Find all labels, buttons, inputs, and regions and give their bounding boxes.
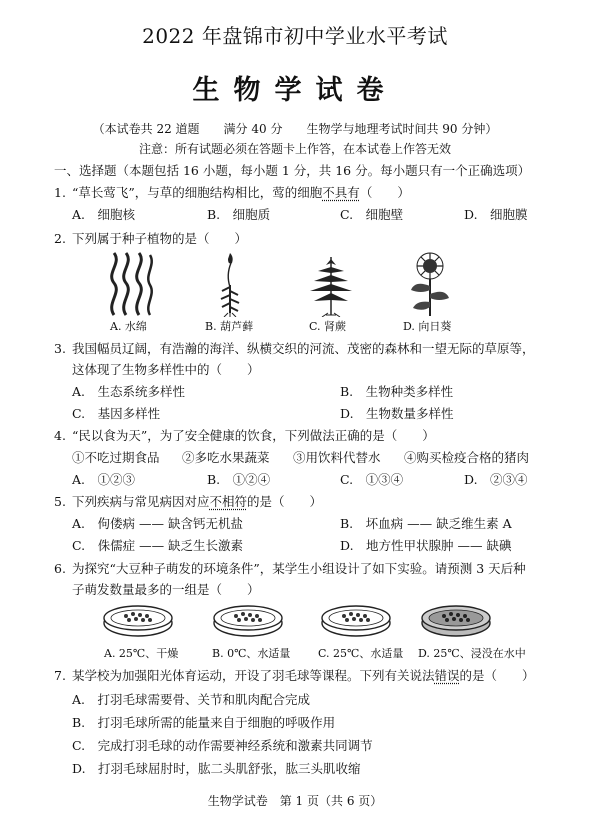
spirogyra-figure <box>106 251 156 317</box>
q6-caption-d: D. 25℃、浸没在水中 <box>418 647 526 660</box>
q2-number: 2. <box>54 231 66 246</box>
q7-option-d: D. 打羽毛球屈肘时，肱二头肌舒张，肱三头肌收缩 <box>72 761 361 776</box>
petri-dish-d <box>420 603 492 639</box>
q7-option-c: C. 完成打羽毛球的动作需要神经系统和激素共同调节 <box>72 738 373 753</box>
section-heading: 一、选择题（本题包括 16 小题，每小题 1 分，共 16 分。每小题只有一个正确选项） <box>54 163 531 178</box>
q2-stem: 下列属于种子植物的是（ ） <box>72 231 248 246</box>
q5-stem: 下列疾病与常见病因对应不相符的是（ ） <box>72 494 323 509</box>
q6-caption-c: C. 25℃、水适量 <box>318 647 404 660</box>
q6-caption-a: A. 25℃、干燥 <box>104 647 179 660</box>
q4-item-4: ④购买检疫合格的猪肉 <box>404 450 530 465</box>
q3-line1: 我国幅员辽阔，有浩瀚的海洋、纵横交织的河流、茂密的森林和一望无际的草原等， <box>72 341 535 356</box>
q6-caption-b: B. 0℃、水适量 <box>212 647 291 660</box>
q4-option-d: D. ②③④ <box>464 472 528 487</box>
q1-option-d: D. 细胞膜 <box>464 207 528 222</box>
q1-stem: “草长莺飞”，与草的细胞结构相比，莺的细胞不具有（ ） <box>72 185 410 200</box>
q5-option-d: D. 地方性甲状腺肿 —— 缺碘 <box>340 538 512 553</box>
fern-figure <box>304 251 358 317</box>
q3-option-b: B. 生物种类多样性 <box>340 384 454 399</box>
q4-option-c: C. ①③④ <box>340 472 404 487</box>
q4-item-3: ③用饮料代替水 <box>293 450 381 465</box>
petri-dish-b <box>212 603 284 639</box>
exam-title: 2022 年盘锦市初中学业水平考试 <box>142 24 448 48</box>
q3-option-c: C. 基因多样性 <box>72 406 161 421</box>
q4-number: 4. <box>54 428 66 443</box>
q2-caption-a: A. 水绵 <box>110 320 147 333</box>
q6-line1: 为探究“大豆种子萌发的环境条件”，某学生小组设计了如下实验。请预测 3 天后种 <box>72 561 526 576</box>
q7-number: 7. <box>54 668 66 683</box>
subject-title: 生物学试卷 <box>192 75 398 106</box>
q7-stem: 某学校为加强阳光体育运动，开设了羽毛球等课程。下列有关说法错误的是（ ） <box>72 668 535 683</box>
q1-option-c: C. 细胞壁 <box>340 207 404 222</box>
q1-option-a: A. 细胞核 <box>72 207 136 222</box>
q2-caption-c: C. 肾蕨 <box>309 320 347 333</box>
q5-emphasis: 不相符 <box>209 494 248 509</box>
q6-number: 6. <box>54 561 66 576</box>
q3-line2: 这体现了生物多样性中的（ ） <box>72 362 260 377</box>
q7-option-b: B. 打羽毛球所需的能量来自于细胞的呼吸作用 <box>72 715 336 730</box>
q1-number: 1. <box>54 185 66 200</box>
q2-caption-b: B. 葫芦藓 <box>205 320 254 333</box>
q5-option-b: B. 坏血病 —— 缺乏维生素 A <box>340 516 512 531</box>
q4-item-2: ②多吃水果蔬菜 <box>182 450 270 465</box>
q1-emphasis: 不具有 <box>322 185 360 200</box>
q5-number: 5. <box>54 494 66 509</box>
q4-option-a: A. ①②③ <box>72 472 136 487</box>
q4-option-b: B. ①②④ <box>207 472 271 487</box>
q3-option-d: D. 生物数量多样性 <box>340 406 454 421</box>
q3-number: 3. <box>54 341 66 356</box>
q4-stem: “民以食为天”，为了安全健康的饮食，下列做法正确的是（ ） <box>72 428 435 443</box>
q3-option-a: A. 生态系统多样性 <box>72 384 186 399</box>
page-footer: 生物学试卷 第 1 页（共 6 页） <box>207 794 383 808</box>
petri-dish-c <box>320 603 392 639</box>
q7-option-a: A. 打羽毛球需要骨、关节和肌肉配合完成 <box>72 692 311 707</box>
q6-line2: 子萌发数量最多的一组是（ ） <box>72 582 260 597</box>
moss-figure <box>210 251 250 317</box>
q4-item-1: ①不吃过期食品 <box>72 450 160 465</box>
exam-notice: 注意：所有试题必须在答题卡上作答，在本试卷上作答无效 <box>138 142 451 156</box>
sunflower-figure <box>403 250 457 318</box>
q1-option-b: B. 细胞质 <box>207 207 271 222</box>
exam-info: （本试卷共 22 道题 满分 40 分 生物学与地理考试时间共 90 分钟） <box>92 122 498 136</box>
q2-caption-d: D. 向日葵 <box>403 320 452 333</box>
petri-dish-a <box>102 603 174 639</box>
q5-option-a: A. 佝偻病 —— 缺含钙无机盐 <box>72 516 243 531</box>
q7-emphasis: 错误 <box>434 668 460 683</box>
q5-option-c: C. 侏儒症 —— 缺乏生长激素 <box>72 538 244 553</box>
